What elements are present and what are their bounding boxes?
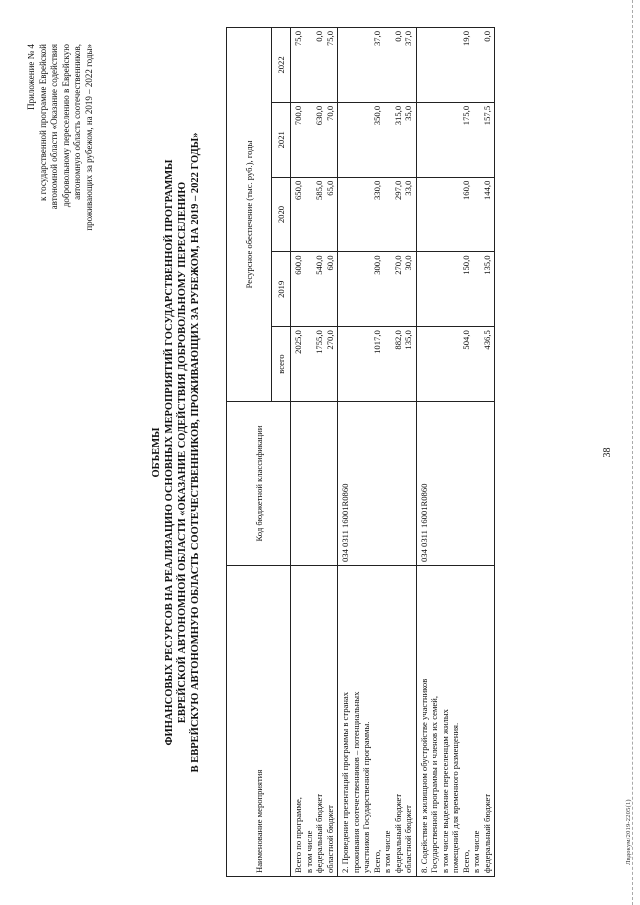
- table-row: [291, 28, 338, 877]
- row-2019-cell: [416, 252, 495, 327]
- header-code: Код бюджетной классификации: [227, 402, 291, 566]
- value: 19,0: [460, 31, 471, 47]
- appendix-line: к государственной программе Еврейской: [37, 44, 48, 201]
- value: 135,0: [481, 255, 492, 275]
- value: 882,0: [392, 330, 403, 350]
- row-2021-cell: [416, 102, 495, 177]
- value: 157,5: [481, 105, 492, 126]
- row-2020-cell: [291, 177, 338, 252]
- value: 30,0: [403, 255, 413, 271]
- value: 144,0: [481, 180, 492, 200]
- value: 135,0: [403, 330, 413, 350]
- scan-edge-line: [632, 0, 633, 905]
- value: 150,0: [460, 255, 471, 275]
- row-2022-cell: [416, 28, 495, 103]
- row-text: Всего,: [371, 849, 382, 873]
- appendix-line: добровольному переселению в Еврейскую: [60, 44, 71, 208]
- row-total-cell: [291, 327, 338, 402]
- row-code-cell: [291, 402, 338, 566]
- value: 175,0: [460, 105, 471, 126]
- row-text: проживания соотечественников – потенциальных: [350, 691, 361, 873]
- row-text: в том числе: [303, 830, 314, 873]
- value: 0,0: [481, 31, 492, 42]
- value: 297,0: [392, 180, 403, 200]
- row-2019-cell: [291, 252, 338, 327]
- value: 75,0: [324, 31, 335, 47]
- row-text: Государственной программы и членов их семей,: [429, 696, 439, 873]
- row-2022-cell: [338, 28, 417, 103]
- value: 37,0: [371, 31, 382, 47]
- row-name-cell: [291, 566, 338, 877]
- row-code-cell: 034 0311 16001R0860: [416, 402, 495, 566]
- appendix-line: автономной области «Оказание содействия: [49, 44, 59, 210]
- row-text: федеральный бюджет: [314, 793, 324, 873]
- row-code-cell: 034 0311 16001R0860: [338, 402, 417, 566]
- row-2019-cell: [338, 252, 417, 327]
- row-text: в том числе: [471, 830, 481, 873]
- value: 35,0: [403, 105, 413, 121]
- row-total-cell: [338, 327, 417, 402]
- title-line-4: В ЕВРЕЙСКУЮ АВТОНОМНУЮ ОБЛАСТЬ СООТЕЧЕСТВЕННИКОВ, ПРОЖИВАЮЩИХ ЗА РУБЕЖОМ, НА 2019 – 2022 ГОДЫ»: [190, 132, 201, 773]
- resources-table: [226, 27, 495, 877]
- value: 330,0: [371, 180, 382, 200]
- row-text: областной бюджет: [403, 805, 413, 873]
- row-total-cell: [416, 327, 495, 402]
- value: 270,0: [392, 255, 403, 275]
- value: 70,0: [324, 105, 335, 121]
- value: 65,0: [324, 180, 335, 196]
- value: 436,5: [481, 330, 492, 350]
- title-line-2: ФИНАНСОВЫХ РЕСУРСОВ НА РЕАЛИЗАЦИЮ ОСНОВНЫХ МЕРОПРИЯТИЙ ГОСУДАРСТВЕННОЙ ПРОГРАММЫ: [164, 159, 175, 746]
- value: 300,0: [371, 255, 382, 275]
- header-year-2022: 2022: [272, 28, 291, 103]
- value: 1017,0: [371, 330, 382, 354]
- row-text: в том числе: [382, 830, 392, 873]
- header-year-total: всего: [272, 327, 291, 402]
- row-2022-cell: [291, 28, 338, 103]
- header-name: Наименование мероприятия: [227, 566, 291, 877]
- table-row: [338, 28, 417, 877]
- row-text: областной бюджет: [324, 805, 335, 873]
- value: 700,0: [293, 105, 303, 126]
- value: 2025,0: [293, 330, 303, 354]
- document-footer-code: Лвдокум/2019-2205(1): [625, 799, 632, 865]
- value: 33,0: [403, 180, 413, 196]
- row-text: Всего по программе,: [293, 797, 303, 873]
- row-2021-cell: [291, 102, 338, 177]
- value: 37,0: [403, 31, 413, 47]
- value: 0,0: [314, 31, 324, 42]
- title-line-3: ЕВРЕЙСКОЙ АВТОНОМНОЙ ОБЛАСТИ «ОКАЗАНИЕ СОДЕЙСТВИЯ ДОБРОВОЛЬНОМУ ПЕРЕСЕЛЕНИЮ: [177, 181, 188, 724]
- value: 315,0: [392, 105, 403, 126]
- row-text: федеральный бюджет: [481, 793, 492, 873]
- header-year-2019: 2019: [272, 252, 291, 327]
- row-text: участников Государственной программы.: [361, 721, 371, 873]
- value: 585,0: [314, 180, 324, 200]
- header-year-2020: 2020: [272, 177, 291, 252]
- row-text: в том числе выделение переселенцам жилых: [439, 709, 450, 873]
- row-name-cell: [416, 566, 495, 877]
- value: 650,0: [293, 180, 303, 200]
- row-2020-cell: [416, 177, 495, 252]
- value: 350,0: [371, 105, 382, 126]
- page-number: 38: [602, 447, 613, 458]
- appendix-line: автономную область соотечественников,: [72, 44, 82, 200]
- table-row: [416, 28, 495, 877]
- row-name-cell: [338, 566, 417, 877]
- row-text: помещений для временного размещения.: [450, 722, 460, 873]
- row-2021-cell: [338, 102, 417, 177]
- appendix-line: Приложение № 4: [26, 44, 36, 110]
- value: 600,0: [293, 255, 303, 275]
- value: 540,0: [314, 255, 324, 275]
- header-resources: Ресурсное обеспечение (тыс. руб.), годы: [227, 28, 272, 402]
- value: 160,0: [460, 180, 471, 200]
- document-title: [150, 0, 202, 905]
- row-text: 2. Проведение презентаций программы в странах: [340, 691, 350, 873]
- value: 630,0: [314, 105, 324, 126]
- value: 75,0: [293, 31, 303, 47]
- row-text: федеральный бюджет: [392, 793, 403, 873]
- value: 60,0: [324, 255, 335, 271]
- appendix-line: проживающих за рубежом, на 2019 – 2022 годы»: [83, 44, 94, 231]
- appendix-block: [26, 44, 95, 344]
- row-2020-cell: [338, 177, 417, 252]
- header-year-2021: 2021: [272, 102, 291, 177]
- row-text: Всего,: [460, 849, 471, 873]
- value: 270,0: [324, 330, 335, 350]
- row-text: 8. Содействие в жилищном обустройстве участников: [418, 678, 429, 873]
- title-line-1: ОБЪЕМЫ: [151, 427, 162, 478]
- value: 0,0: [392, 31, 403, 42]
- value: 504,0: [460, 330, 471, 350]
- value: 1755,0: [314, 330, 324, 354]
